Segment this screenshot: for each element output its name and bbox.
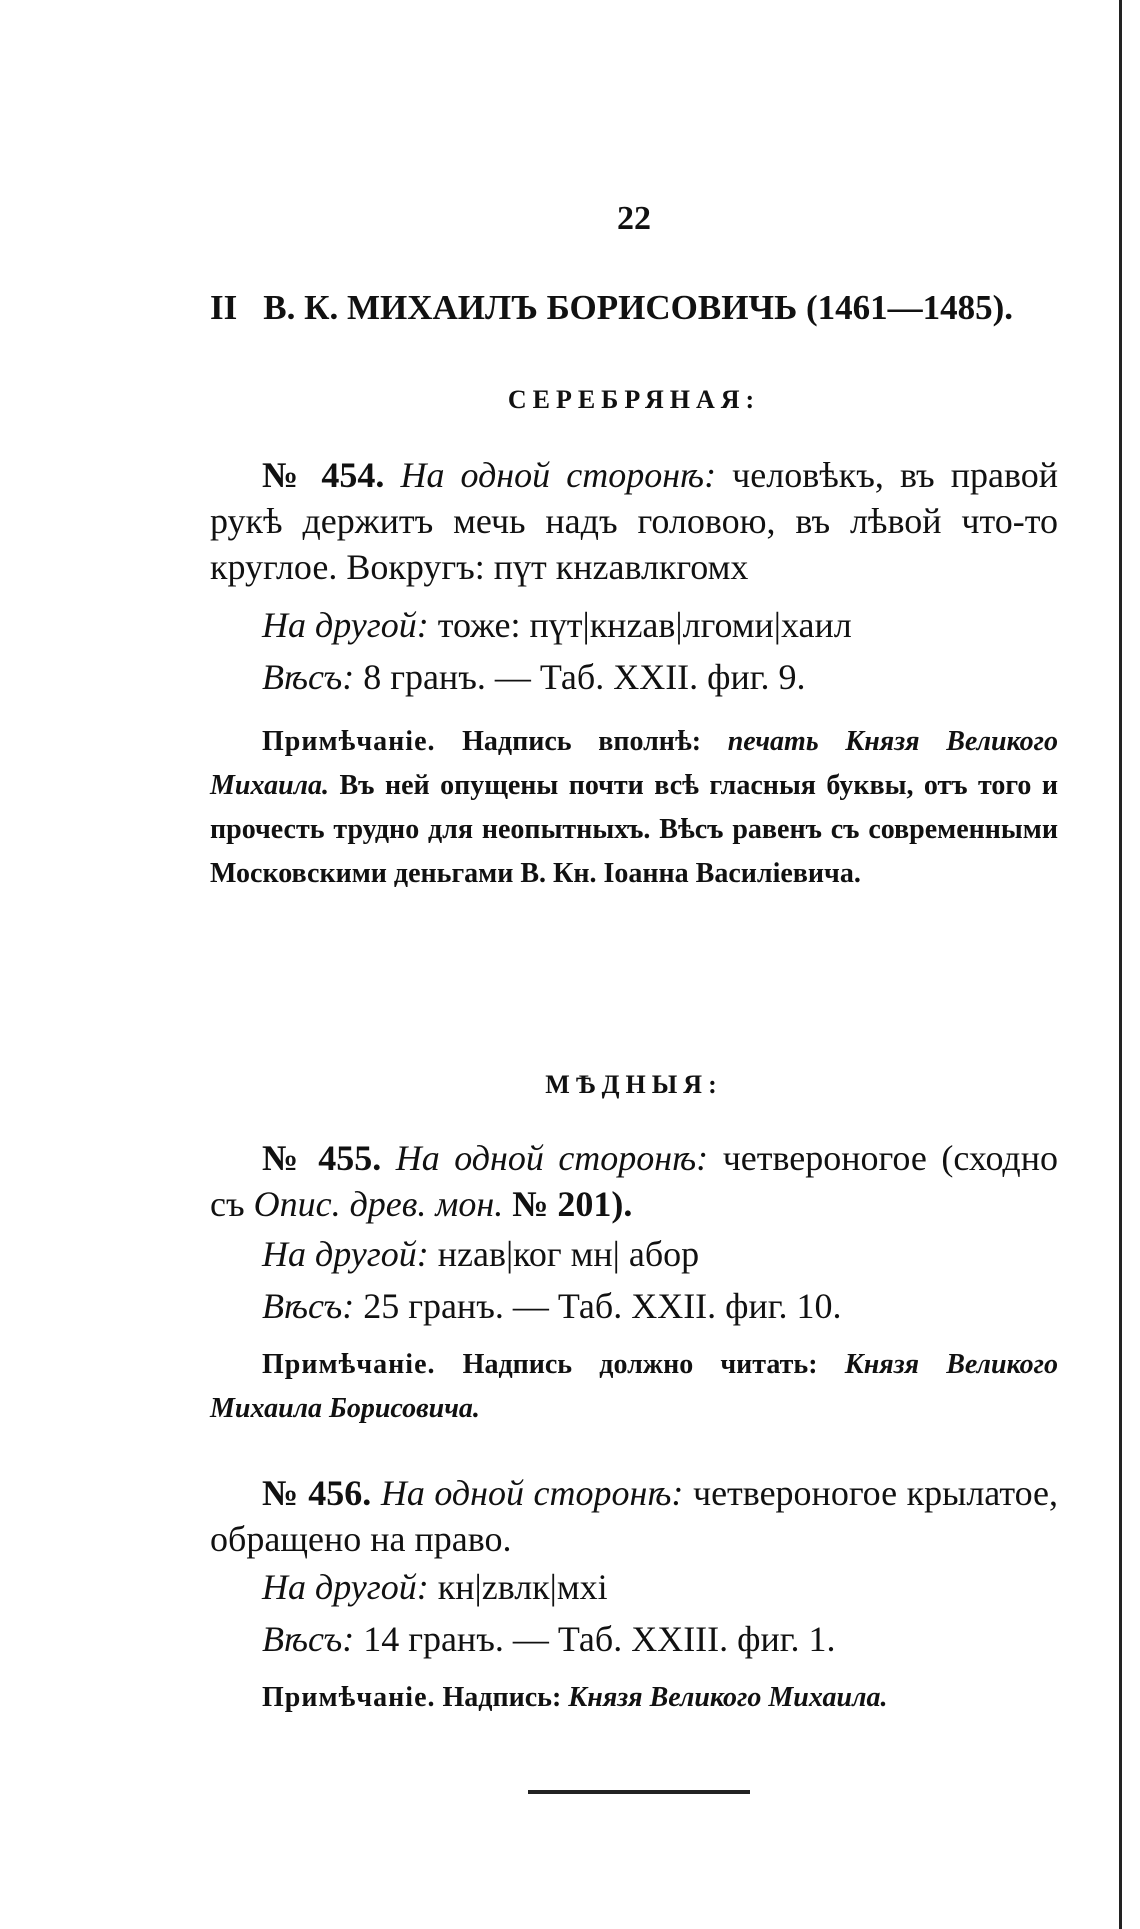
reverse-text: нzав|ког мн| абор (437, 1234, 700, 1274)
reverse-label: На другой: (262, 1567, 429, 1607)
entry-455-reverse (210, 1231, 1058, 1277)
weight-text: 8 гранъ. — Таб. XXII. фиг. 9. (363, 657, 806, 697)
obverse-text: четвероногое крылатое, обращено на право. (210, 1473, 1059, 1559)
entry-454-reverse (210, 602, 1058, 648)
reverse-label: На другой: (262, 605, 429, 645)
weight-label: Вѣсъ: (262, 1286, 355, 1326)
obverse-reference-number: № 201). (512, 1184, 633, 1224)
entry-number: № 456. (262, 1473, 372, 1513)
reverse-text: тоже: пүт|кнzав|лгоми|хаил (437, 605, 852, 645)
heading-number: II (210, 288, 238, 327)
note-rest: Въ ней опущены почти всѣ гласныя буквы, отъ того и прочесть трудно для неопытныхъ. Вѣсъ равенъ съ современными Московскими деньгами В. Кн. Іоанна Василіевича. (210, 770, 1059, 889)
note-label: Примѣчаніе. (262, 1349, 436, 1380)
entry-number: № 455. (262, 1138, 382, 1178)
obverse-text: человѣкъ, въ правой рукѣ держитъ мечь надъ головою, въ лѣвой что-то круглое. Вокругъ: пүт кнzавлкгомх (210, 455, 1059, 587)
entry-number: № 454. (262, 455, 385, 495)
note-italic: Князя Великого Михаила Борисовича. (210, 1349, 1059, 1424)
subsection-title-silver: СЕРЕБРЯНАЯ: (507, 385, 761, 414)
obverse-reference: Опис. древ. мон. (253, 1184, 504, 1224)
page-edge-rule (1119, 0, 1122, 1929)
entry-456-description (210, 1470, 1058, 1562)
note-italic: Князя Великого Михаила. (568, 1682, 888, 1713)
subsection-title-copper: МѢДНЫЯ: (545, 1070, 723, 1099)
obverse-label: На одной сторонѣ: (395, 1138, 709, 1178)
obverse-label: На одной сторонѣ: (400, 455, 717, 495)
note-italic: печать Князя Великого Михаила. (210, 726, 1059, 801)
obverse-text: четвероногое (сходно съ (210, 1138, 1058, 1224)
weight-label: Вѣсъ: (262, 1619, 355, 1659)
entry-456-note (210, 1676, 1058, 1720)
entry-455-description (210, 1135, 1058, 1227)
heading-title: В. К. МИХАИЛЪ БОРИСОВИЧЬ (1461—1485). (263, 288, 1014, 327)
entry-455-note (210, 1343, 1058, 1431)
coin-entry-456 (210, 1470, 1058, 1720)
weight-label: Вѣсъ: (262, 657, 355, 697)
weight-text: 25 гранъ. — Таб. XXII. фиг. 10. (363, 1286, 842, 1326)
note-text: Надпись: (442, 1682, 562, 1713)
reverse-text: кн|zвлк|мхі (437, 1567, 608, 1607)
entry-454-weight (210, 654, 1058, 700)
note-label: Примѣчаніе. (262, 1682, 436, 1713)
obverse-label: На одной сторонѣ: (380, 1473, 684, 1513)
entry-455-weight (210, 1283, 1058, 1329)
coin-entry-454 (210, 452, 1058, 896)
note-text: Надпись должно читать: (462, 1349, 818, 1380)
end-rule (528, 1790, 750, 1794)
section-heading (210, 288, 1058, 328)
weight-text: 14 гранъ. — Таб. XXIII. фиг. 1. (363, 1619, 836, 1659)
entry-456-reverse (210, 1564, 1058, 1610)
entry-454-description (210, 452, 1058, 590)
reverse-label: На другой: (262, 1234, 429, 1274)
coin-entry-455 (210, 1135, 1058, 1431)
entry-454-note (210, 720, 1058, 896)
note-label: Примѣчаніе. (262, 726, 436, 757)
entry-456-weight (210, 1616, 1058, 1662)
note-text: Надпись вполнѣ: (462, 726, 702, 757)
page-number: 22 (617, 200, 651, 237)
